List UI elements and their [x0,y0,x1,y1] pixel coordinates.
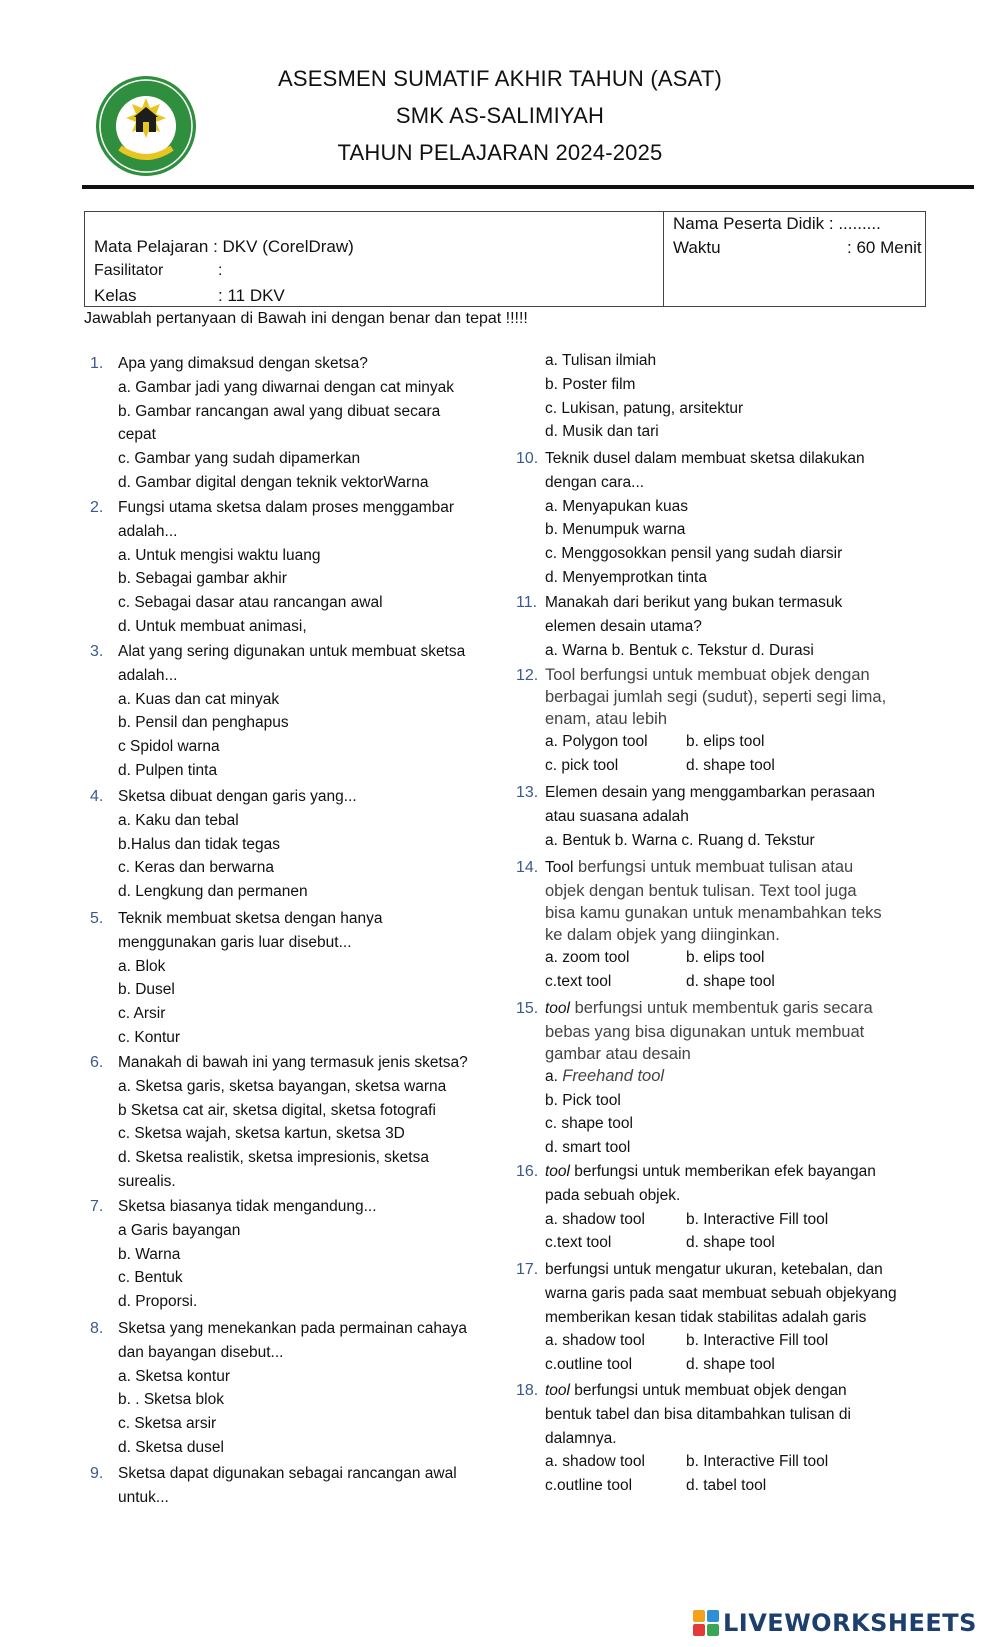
question-4 [118,785,357,904]
option-a: a. shadow tool [545,1210,645,1228]
option-b: b Sketsa cat air, sketsa digital, sketsa fotografi [118,1101,436,1119]
option-a: a. Tulisan ilmiah [545,352,657,369]
question-text-cont: adalah... [118,522,178,540]
question-3 [118,640,465,783]
title-line-1: ASESMEN SUMATIF AKHIR TAHUN (ASAT) [278,66,722,91]
option-d: d. Proporsi. [118,1293,198,1311]
options: a. Warna b. Bentuk c. Tekstur d. Durasi [545,641,814,659]
question-number: 4. [90,788,104,805]
option-b: b. Sebagai gambar akhir [118,570,287,588]
question-text-cont: memberikan kesan tidak stabilitas adalah garis [545,1308,867,1326]
school-logo [94,74,198,178]
option-d: d. tabel tool [686,1477,767,1495]
question-5 [118,907,383,1050]
question-13 [545,781,875,852]
question-text: berfungsi untuk membuat objek dengan [570,1382,847,1399]
question-text: Apa yang dimaksud dengan sketsa? [118,355,368,372]
title-line-2: SMK AS-SALIMIYAH [395,103,605,128]
question-text-cont: dalamnya. [545,1429,617,1447]
option-a: a. Blok [118,957,166,975]
option-b: b. Pensil dan penghapus [118,714,289,732]
option-c: c. Arsir [118,1005,166,1023]
facilitator-colon: : [218,262,223,279]
option-c: c. Sebagai dasar atau rancangan awal [118,594,383,612]
question-text: Fungsi utama sketsa dalam proses menggambar [118,499,454,516]
question-6 [118,1051,468,1194]
question-number: 15. [516,1000,539,1017]
option-a: a. zoom tool [545,948,630,966]
question-15 [545,997,873,1160]
question-18 [545,1379,851,1498]
question-9-options [545,349,743,444]
question-text: Teknik membuat sketsa dengan hanya [118,910,383,927]
question-number: 6. [90,1054,104,1071]
question-text: Sketsa dibuat dengan garis yang... [118,788,357,805]
option-c: c. pick tool [545,756,619,774]
option-b: b. Dusel [118,981,175,999]
question-number: 5. [90,910,104,927]
facilitator-label: Fasilitator [94,262,164,279]
option-d: c. Kontur [118,1028,181,1046]
question-text-cont: objek dengan bentuk tulisan. Text tool juga [545,881,857,900]
time-value: : 60 Menit [847,238,922,257]
option-b: b. Interactive Fill tool [686,1210,829,1228]
option-d-cont: surealis. [118,1172,176,1190]
question-number: 1. [90,355,104,372]
liveworksheets-icon [693,1610,719,1636]
option-c: c.text tool [545,1234,612,1252]
question-text-cont: ke dalam objek yang diinginkan. [545,925,780,944]
question-text: Manakah di bawah ini yang termasuk jenis sketsa? [118,1054,468,1071]
option-a-prefix: a. [545,1067,563,1085]
option-a: Freehand tool [562,1066,665,1085]
question-text-cont: untuk... [118,1488,169,1506]
question-text: Sketsa dapat digunakan sebagai rancangan awal [118,1465,457,1482]
option-b: b. . Sketsa blok [118,1391,224,1409]
option-d: d. shape tool [686,1356,775,1374]
option-d: d. Menyemprotkan tinta [545,568,707,586]
option-a: a. shadow tool [545,1453,645,1471]
option-c: c. Lukisan, patung, arsitektur [545,399,744,417]
question-text: Sketsa yang menekankan pada permainan cahaya [118,1320,467,1337]
question-text-cont: bebas yang bisa digunakan untuk membuat [545,1022,865,1041]
question-7 [118,1195,377,1314]
option-a: a. Kuas dan cat minyak [118,690,280,708]
question-14 [545,856,882,993]
question-17 [545,1258,897,1377]
option-d: d. Lengkung dan permanen [118,883,308,901]
question-number: 17. [516,1261,539,1278]
info-box [84,211,926,307]
question-text-cont: gambar atau desain [545,1044,691,1063]
class-value: : 11 DKV [218,286,285,305]
question-number: 11. [516,594,538,611]
question-text-cont: adalah... [118,666,178,684]
option-b: b. Pick tool [545,1091,621,1109]
option-c: c.outline tool [545,1477,633,1495]
option-d: d. Untuk membuat animasi, [118,617,307,635]
liveworksheets-logo [693,1608,977,1638]
option-a: a. Kaku dan tebal [118,811,239,829]
option-b: b. Poster film [545,375,636,393]
option-d: d. Gambar digital dengan teknik vektorWarna [118,473,429,491]
question-12 [545,664,886,778]
question-lead: tool [545,1000,570,1017]
question-text-cont: atau suasana adalah [545,807,689,825]
question-number: 13. [516,784,539,801]
question-number: 2. [90,499,104,516]
question-text: Alat yang sering digunakan untuk membuat sketsa [118,643,466,660]
option-b-cont: cepat [118,426,156,444]
question-text: berfungsi untuk membuat tulisan atau [573,858,854,876]
question-text-cont: menggunakan garis luar disebut... [118,933,352,951]
option-d: d. shape tool [686,756,775,774]
option-b: b. elips tool [686,733,765,750]
question-number: 3. [90,643,104,660]
time-label: Waktu [673,238,721,257]
question-text-cont: elemen desain utama? [545,617,702,635]
question-number: 7. [90,1198,104,1215]
instruction: Jawablah pertanyaan di Bawah ini dengan benar dan tepat !!!!! [84,310,528,327]
question-text: berfungsi untuk membentuk garis secara [570,999,873,1017]
option-d: d. shape tool [686,972,775,990]
option-c: c. Gambar yang sudah dipamerkan [118,450,361,468]
option-d: d. Sketsa dusel [118,1438,224,1456]
question-text: Manakah dari berikut yang bukan termasuk [545,594,843,611]
option-c: c. Menggosokkan pensil yang sudah diarsir [545,545,843,563]
question-text: Sketsa biasanya tidak mengandung... [118,1198,377,1215]
question-number: 18. [516,1382,539,1399]
option-b: b. Warna [118,1245,181,1263]
option-a: a Garis bayangan [118,1221,241,1239]
title-line-3: TAHUN PELAJARAN 2024-2025 [337,140,663,165]
header-rule [82,185,974,189]
option-c: c. Sketsa arsir [118,1415,217,1433]
option-c: c.text tool [545,972,612,990]
option-c: c. Keras dan berwarna [118,859,274,877]
option-a: a. shadow tool [545,1332,645,1350]
subject-label: Mata Pelajaran : DKV (CorelDraw) [94,237,354,256]
option-d: d. Musik dan tari [545,423,659,441]
option-b: b. Gambar rancangan awal yang dibuat secara [118,402,441,420]
option-d: d. Pulpen tinta [118,761,218,779]
option-b: b. Menumpuk warna [545,521,686,539]
option-a: a. Menyapukan kuas [545,497,689,515]
question-text: berfungsi untuk mengatur ukuran, ketebalan, dan [545,1261,883,1278]
class-label: Kelas [94,286,137,305]
info-divider [663,212,664,306]
option-a: a. Sketsa kontur [118,1367,231,1385]
option-c: c. shape tool [545,1115,633,1133]
student-name-label: Nama Peserta Didik : ......... [673,214,881,233]
question-9 [118,1462,457,1510]
question-number: 10. [516,450,539,467]
question-text-cont: dan bayangan disebut... [118,1343,284,1361]
question-number: 12. [516,667,539,684]
option-d: d. shape tool [686,1234,775,1252]
question-lead: tool [545,1163,570,1180]
option-c: c. Bentuk [118,1269,183,1287]
question-number: 16. [516,1163,539,1180]
question-text: Teknik dusel dalam membuat sketsa dilakukan [545,450,865,467]
question-text-cont: enam, atau lebih [545,710,668,728]
question-text-cont: berbagai jumlah segi (sudut), seperti segi lima, [545,688,887,706]
question-text-cont: pada sebuah objek. [545,1186,681,1204]
question-text-cont: bentuk tabel dan bisa ditambahkan tulisan di [545,1405,851,1423]
question-10 [545,447,865,590]
question-lead: Tool [545,859,574,876]
question-8 [118,1317,467,1460]
option-c: c. Sketsa wajah, sketsa kartun, sketsa 3D [118,1125,405,1143]
question-text-cont: warna garis pada saat membuat sebuah objekyang [545,1284,897,1302]
option-a: a. Gambar jadi yang diwarnai dengan cat minyak [118,378,455,396]
option-d: d. Sketsa realistik, sketsa impresionis, sketsa [118,1149,429,1167]
question-11 [545,591,842,662]
option-c: c.outline tool [545,1356,633,1374]
question-lead: tool [545,1382,570,1399]
question-16 [545,1160,876,1255]
option-b: b. elips tool [686,948,765,966]
option-b: b. Interactive Fill tool [686,1332,829,1350]
question-text: Elemen desain yang menggambarkan perasaan [545,784,876,801]
option-c: c Spidol warna [118,738,220,756]
liveworksheets-wordmark: LIVEWORKSHEETS [723,1609,977,1637]
question-text-cont: bisa kamu gunakan untuk menambahkan teks [545,903,882,922]
option-b: b. Interactive Fill tool [686,1453,829,1471]
option-a: a. Untuk mengisi waktu luang [118,546,321,564]
option-a: a. Polygon tool [545,733,648,750]
options: a. Bentuk b. Warna c. Ruang d. Tekstur [545,831,815,849]
question-number: 9. [90,1465,104,1482]
question-text: Tool berfungsi untuk membuat objek dengan [545,666,870,684]
question-2 [118,496,454,639]
option-d: d. smart tool [545,1139,631,1157]
option-b: b.Halus dan tidak tegas [118,835,280,853]
question-text: berfungsi untuk memberikan efek bayangan [570,1163,876,1180]
question-number: 14. [516,859,539,876]
question-1 [118,352,454,495]
question-number: 8. [90,1320,104,1337]
question-text-cont: dengan cara... [545,473,645,491]
option-a: a. Sketsa garis, sketsa bayangan, sketsa warna [118,1077,447,1095]
